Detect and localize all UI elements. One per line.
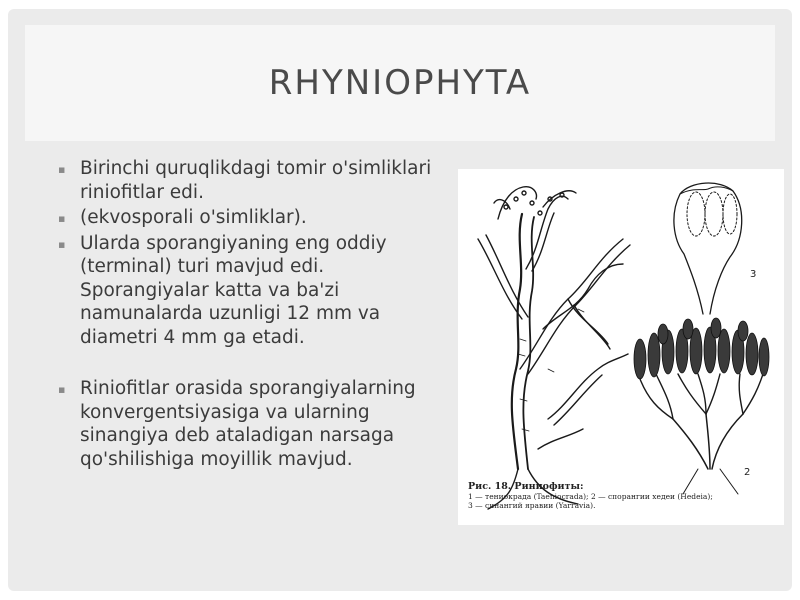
bullet-text: Birinchi quruqlikdagi tomir o'simliklari riniofitlar edi. [80, 158, 432, 203]
slide [8, 9, 792, 591]
rhyniophyta-illustration [458, 169, 784, 525]
bullet-marker-icon: ▪ [58, 163, 66, 176]
caption-line: 1 — тениокрада (Taeniocrada); 2 — спорангии хедеи (Hedeia); [468, 492, 713, 501]
bullet-item [58, 232, 448, 350]
bullet-item [58, 206, 448, 230]
bullet-text: (ekvosporali o'simliklar). [80, 207, 307, 228]
bullet-text: Riniofitlar orasida sporangiyalarning konvergentsiyasiga va ularning sinangiya deb ataladigan narsaga qo'shilishiga moyillik mavjud. [80, 378, 416, 470]
bullet-marker-icon: ▪ [58, 237, 66, 251]
figure-label-2: 2 [744, 467, 751, 478]
title-band [25, 25, 775, 141]
plant-drawing [458, 169, 784, 525]
figure-label-3: 3 [750, 269, 757, 280]
bullet-list [58, 157, 448, 471]
bullet-item [58, 377, 448, 471]
slide-title: RHYNIOPHYTA [268, 63, 532, 103]
figure-caption [468, 481, 778, 510]
bullet-marker-icon: ▪ [58, 383, 66, 396]
bullet-marker-icon: ▪ [58, 212, 66, 225]
bullet-text: Ularda sporangiyaning eng oddiy (terminal) turi mavjud edi. Sporangiyalar katta va ba'zi namunalarda uzunligi 12 mm va diametri 4 mm ga etadi. [80, 232, 387, 348]
caption-title: Рис. 18. Риниофиты: [468, 481, 584, 492]
caption-line: 3 — синангий яравии (Yarravia). [468, 501, 596, 510]
bullet-item [58, 157, 448, 204]
